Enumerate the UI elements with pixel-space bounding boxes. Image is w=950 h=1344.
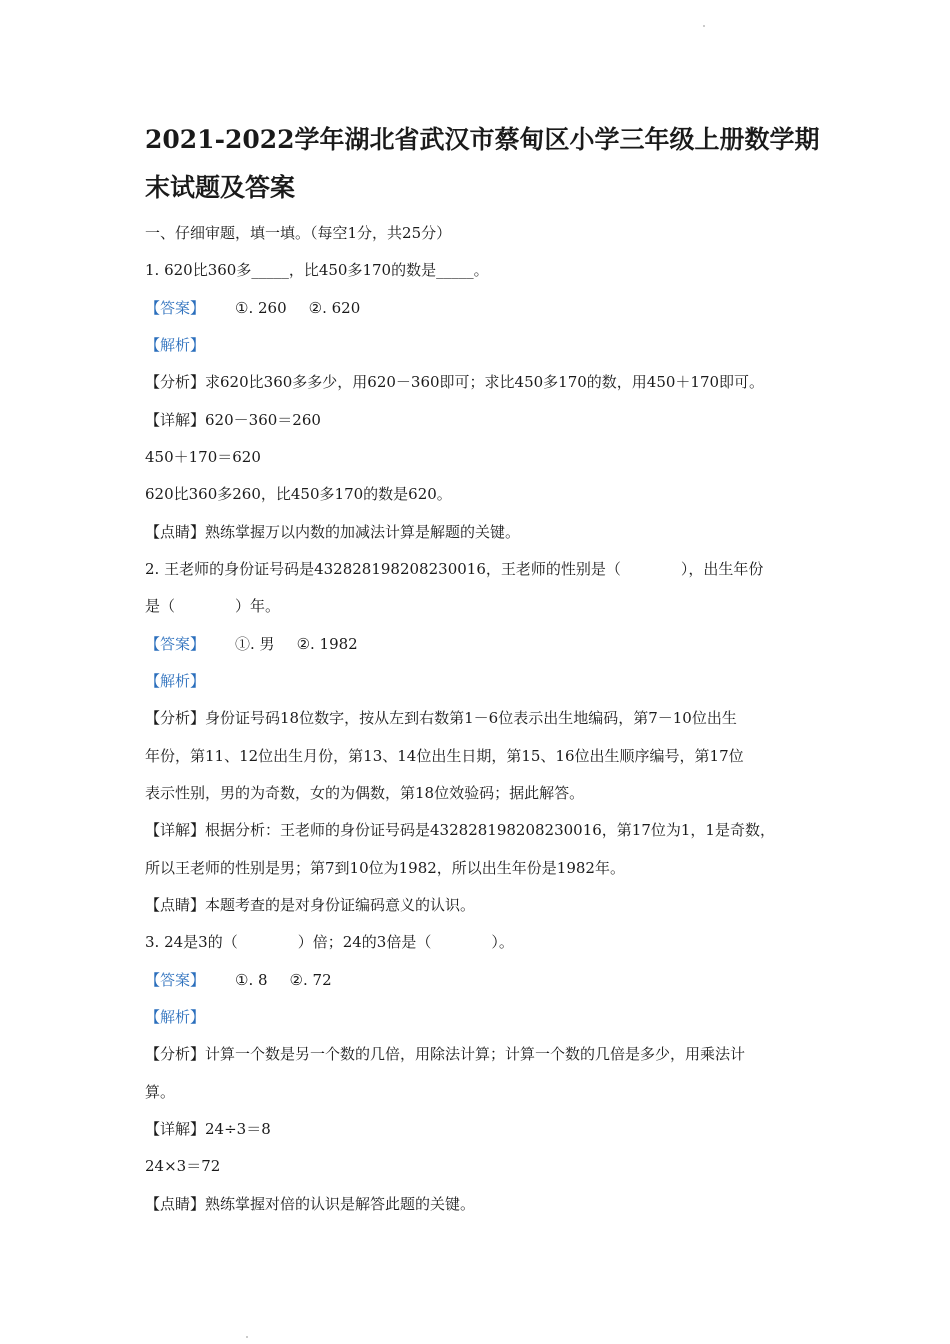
document-title-line-1: 2021-2022学年湖北省武汉市蔡甸区小学三年级上册数学期 xyxy=(145,125,820,154)
comment-tag: 【点睛】 xyxy=(145,896,206,914)
detail-text-1-1: 620－360＝260 xyxy=(205,411,321,429)
analysis-3-line-1 xyxy=(145,1043,815,1065)
detail-text-1-2: 450＋170＝620 xyxy=(145,448,261,466)
analysis-tag: 【分析】 xyxy=(145,709,206,727)
analysis-text-2-3: 表示性别，男的为奇数，女的为偶数，第18位效验码；据此解答。 xyxy=(145,784,585,802)
analysis-text-3-2: 算。 xyxy=(145,1083,176,1101)
answer-2-2: ②. 1982 xyxy=(296,635,358,653)
answer-2-1: ①. 男 xyxy=(235,635,275,653)
scan-speck xyxy=(703,25,705,27)
analysis-text-2-2: 年份，第11、12位出生月份，第13、14位出生日期，第15、16位出生顺序编号，第17位 xyxy=(145,747,744,765)
scan-speck xyxy=(246,1336,248,1338)
comment-tag: 【点睛】 xyxy=(145,1195,206,1213)
detail-text-2-1: 根据分析：王老师的身份证号码是432828198208230016，第17位为1，1是奇数， xyxy=(205,821,775,839)
comment-text-2: 本题考查的是对身份证编码意义的认识。 xyxy=(205,896,476,914)
detail-2-line-1 xyxy=(145,819,815,841)
answer-row-3 xyxy=(145,969,815,991)
detail-text-3-1: 24÷3＝8 xyxy=(205,1120,271,1138)
detail-text-3-2: 24×3＝72 xyxy=(145,1157,221,1175)
answer-1-1: ①. 260 xyxy=(235,299,287,317)
detail-text-1-3: 620比360多260，比450多170的数是620。 xyxy=(145,485,452,503)
detail-tag: 【详解】 xyxy=(145,1120,206,1138)
analysis-text-1: 求620比360多多少，用620－360即可；求比450多170的数，用450＋170即可。 xyxy=(205,373,765,391)
analysis-text-3-1: 计算一个数是另一个数的几倍，用除法计算；计算一个数的几倍是多少，用乘法计 xyxy=(205,1045,746,1063)
comment-text-1: 熟练掌握万以内数的加减法计算是解题的关键。 xyxy=(205,523,521,541)
question-3: 3. 24是3的（ ）倍；24的3倍是（ ）。 xyxy=(145,933,514,951)
answer-3-2: ②. 72 xyxy=(289,971,332,989)
comment-2 xyxy=(145,894,815,916)
question-1: 1. 620比360多_____，比450多170的数是_____。 xyxy=(145,261,489,279)
analysis-1 xyxy=(145,371,815,393)
answer-row-1 xyxy=(145,297,815,319)
detail-tag: 【详解】 xyxy=(145,411,206,429)
analysis-head-1: 【解析】 xyxy=(145,336,206,354)
comment-text-3: 熟练掌握对倍的认识是解答此题的关键。 xyxy=(205,1195,476,1213)
comment-tag: 【点睛】 xyxy=(145,523,206,541)
document-title-line-2: 末试题及答案 xyxy=(145,173,296,202)
answer-row-2 xyxy=(145,633,815,655)
detail-tag: 【详解】 xyxy=(145,821,206,839)
comment-3 xyxy=(145,1193,815,1215)
analysis-tag: 【分析】 xyxy=(145,373,206,391)
answer-3-1: ①. 8 xyxy=(235,971,268,989)
detail-text-2-2: 所以王老师的性别是男；第7到10位为1982，所以出生年份是1982年。 xyxy=(145,859,625,877)
detail-1 xyxy=(145,409,815,431)
comment-1 xyxy=(145,521,815,543)
answer-1-2: ②. 620 xyxy=(308,299,361,317)
question-2-line-1: 2. 王老师的身份证号码是432828198208230016，王老师的性别是（ ），出生年份 xyxy=(145,560,764,578)
section-heading: 一、仔细审题，填一填。（每空1分，共25分） xyxy=(145,224,452,242)
analysis-tag: 【分析】 xyxy=(145,1045,206,1063)
answer-tag: 【答案】 xyxy=(145,971,206,989)
analysis-2-line-1 xyxy=(145,707,815,729)
answer-tag: 【答案】 xyxy=(145,635,206,653)
analysis-text-2-1: 身份证号码18位数字，按从左到右数第1－6位表示出生地编码，第7－10位出生 xyxy=(205,709,737,727)
analysis-head-2: 【解析】 xyxy=(145,672,206,690)
answer-tag: 【答案】 xyxy=(145,299,206,317)
analysis-head-3: 【解析】 xyxy=(145,1008,206,1026)
question-2-line-2: 是（ ）年。 xyxy=(145,597,281,615)
detail-3 xyxy=(145,1118,815,1140)
